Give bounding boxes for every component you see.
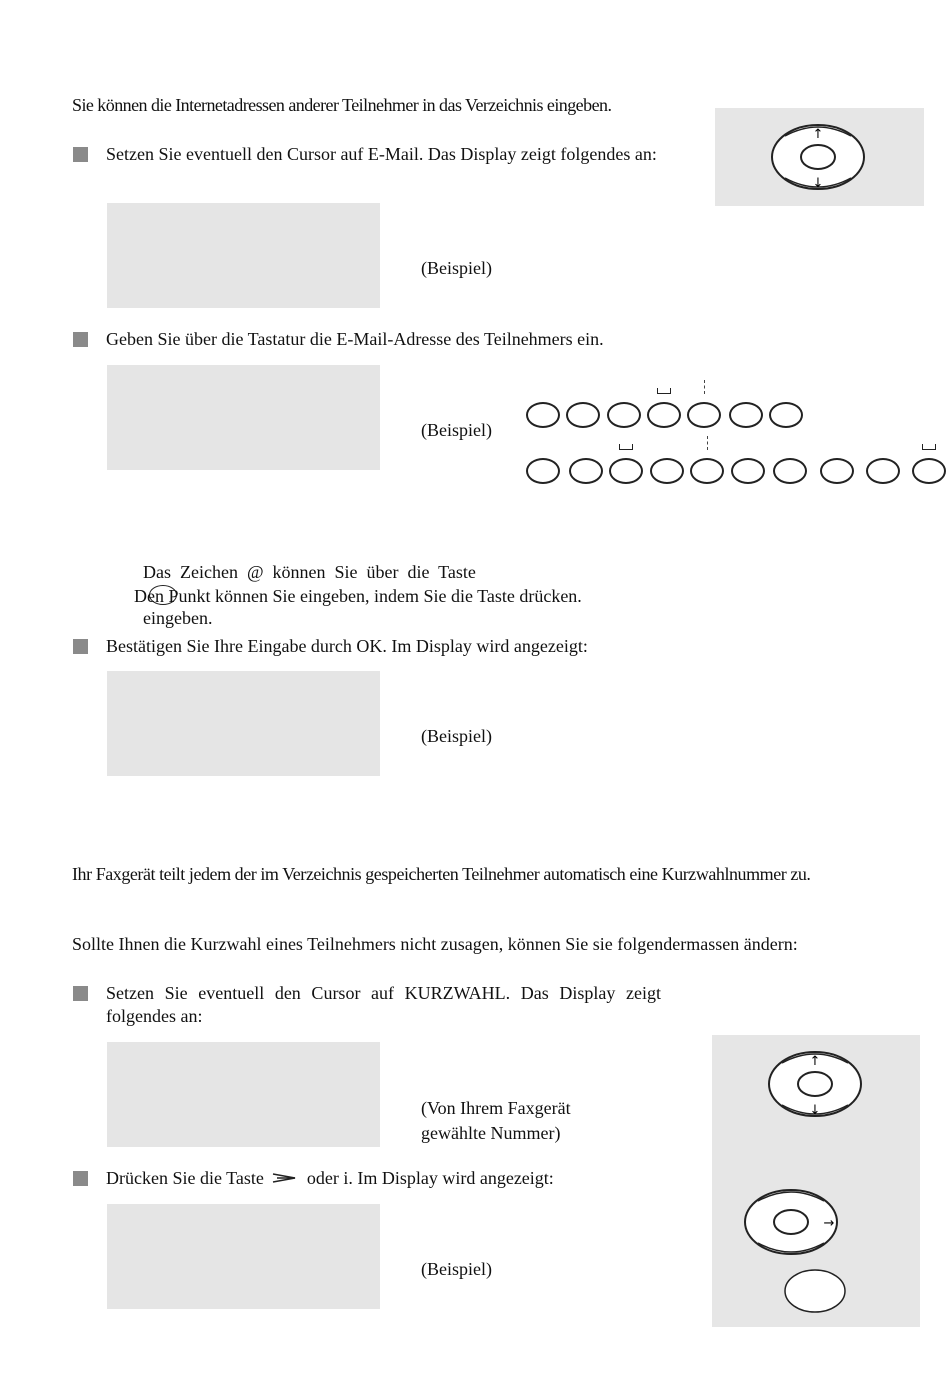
arrow-right-icon [271, 1171, 299, 1185]
keypad-key [607, 402, 641, 428]
keypad-key [731, 458, 765, 484]
keypad-key [866, 458, 900, 484]
step-2-text-end: oder i. Im Display wird angezeigt: [306, 1168, 554, 1188]
keypad-key [569, 458, 603, 484]
keypad-key [526, 402, 560, 428]
speed-dial-change-note: Sollte Ihnen die Kurzwahl eines Teilnehmers nicht zusagen, können Sie sie folgendermassen ändern: [72, 934, 798, 954]
dot-note: Den Punkt können Sie eingeben, indem Sie die Taste drücken. [134, 586, 582, 606]
at-sign-note-text: Das Zeichen @ können Sie über die Taste [143, 562, 476, 582]
step-2-text-start: Drücken Sie die Taste [106, 1168, 264, 1188]
bullet-marker [73, 639, 88, 654]
separator-tick [704, 380, 705, 394]
email-step-2-text: Geben Sie über die Tastatur die E-Mail-Adresse des Teilnehmers ein. [106, 329, 604, 349]
keypad-key [526, 458, 560, 484]
display-screen-address [107, 365, 380, 470]
space-marker [619, 444, 633, 450]
bullet-marker [73, 332, 88, 347]
speed-dial-intro: Ihr Faxgerät teilt jedem der im Verzeichnis gespeicherten Teilnehmer automatisch eine Kurzwahlnummer zu. [72, 864, 811, 884]
navigation-pad-icon [712, 1035, 920, 1327]
display-screen-email [107, 203, 380, 308]
navigation-pad-icon [715, 108, 924, 206]
caption-beispiel: (Beispiel) [421, 420, 492, 440]
keypad-key [647, 402, 681, 428]
keypad-key [912, 458, 946, 484]
at-sign-note [134, 538, 476, 630]
bullet-marker [73, 1171, 88, 1186]
arrow-down-icon: ↓ [809, 1103, 821, 1118]
caption-beispiel: (Beispiel) [421, 258, 492, 278]
keypad-key [690, 458, 724, 484]
email-step-1-text: Setzen Sie eventuell den Cursor auf E-Mail. Das Display zeigt folgendes an: [106, 144, 657, 164]
navigation-panel-top [715, 108, 924, 206]
caption-beispiel: (Beispiel) [421, 1259, 492, 1279]
at-sign-note-end: eingeben. [143, 608, 213, 628]
keypad-key [566, 402, 600, 428]
speed-dial-step-1-text: Setzen Sie eventuell den Cursor auf KURZWAHL. Das Display zeigt folgendes an: [106, 983, 661, 1026]
space-marker [657, 388, 671, 394]
email-intro-text: Sie können die Internetadressen anderer Teilnehmer in das Verzeichnis eingeben. [72, 95, 612, 115]
arrow-up-icon: ↑ [809, 1054, 821, 1069]
speed-dial-step-2-text [106, 1167, 686, 1190]
display-screen-speed-dial [107, 1042, 380, 1147]
display-screen-new-speed-dial [107, 1204, 380, 1309]
separator-tick [707, 436, 708, 450]
keypad-key [769, 402, 803, 428]
keypad-key [820, 458, 854, 484]
keypad-key [773, 458, 807, 484]
keypad-key [729, 402, 763, 428]
arrow-right-icon: → [823, 1216, 835, 1231]
bullet-marker [73, 147, 88, 162]
keypad-key [650, 458, 684, 484]
display-screen-confirm [107, 671, 380, 776]
email-step-3-text: Bestätigen Sie Ihre Eingabe durch OK. Im Display wird angezeigt: [106, 636, 588, 656]
keypad-key [687, 402, 721, 428]
caption-beispiel: (Beispiel) [421, 726, 492, 746]
arrow-up-icon: ↑ [812, 127, 824, 142]
bullet-marker [73, 986, 88, 1001]
navigation-panel-bottom [712, 1035, 920, 1327]
keypad-key [609, 458, 643, 484]
caption-chosen-number: (Von Ihrem Faxgerät gewählte Nummer) [421, 1098, 571, 1143]
arrow-down-icon: ↓ [812, 176, 824, 191]
space-marker [922, 444, 936, 450]
